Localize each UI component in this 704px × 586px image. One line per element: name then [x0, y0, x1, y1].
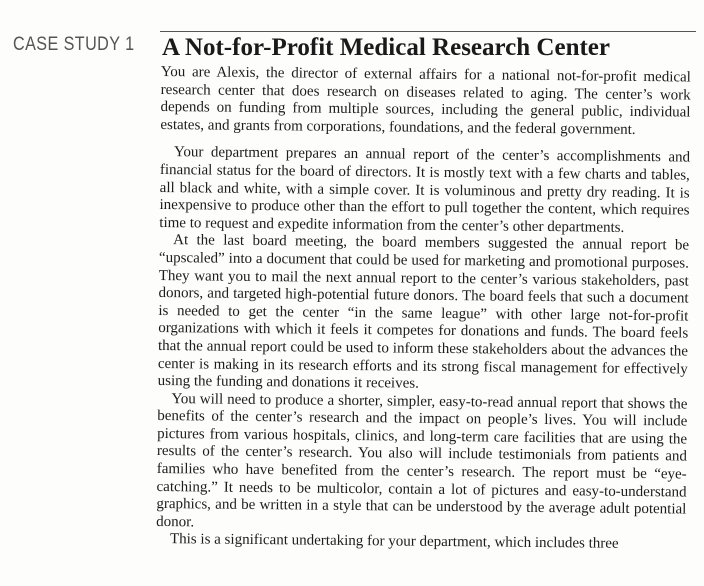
- paragraph-new-report: You will need to produce a shorter, simpler, easy-to-read annual report that shows the benefits of the center’s research and the impact on people’s lives. You will include pictures from various hospitals, clinics, and long-term care facilities that are using the results of the center’s research. You also will include testimonials from patients and families who have benefited from the center’s research. The report must be “eye-catching.” It needs to be multicolor, contain a lot of pictures and easy-to-understand graphics, and be written in a style that can be understood by the average adult potential donor.: [156, 390, 688, 531]
- body-text: [156, 64, 691, 555]
- paragraph-department: Your department prepares an annual report of the center’s accomplishments and financial status for the board of directors. It is mostly text with a few charts and tables, all black and white, with a simple cover. It is voluminous and pretty dry reading. It is inexpensive to produce other than the effort to pull together the content, which requires time to request and expedite information from the center’s other departments.: [159, 144, 691, 236]
- case-study-label: CASE STUDY 1: [13, 34, 135, 55]
- paragraph-board-meeting: At the last board meeting, the board members suggested the annual report be “upscaled” into a document that could be used for marketing and promotional purposes. They want you to mail the next annual report to the center’s various stakeholders, past donors, and targeted high-potential future donors. The board feels that such a document is needed to get the center “in the same league” with other large not-for-profit organizations with which it feels it competes for donations and funds. The board feels that the annual report could be used to inform these stakeholders about the advances the center is making in its research efforts and its strong fiscal management for effectively using the funding and donations it receives.: [157, 232, 690, 392]
- top-rule: [160, 31, 696, 32]
- paragraph-undertaking: This is a significant undertaking for your department, which includes three: [169, 531, 619, 553]
- case-study-title: A Not-for-Profit Medical Research Center: [162, 34, 610, 61]
- paragraph-intro: You are Alexis, the director of external affairs for a national not-for-profit medical research center that does research on diseases related to aging. The center’s work depends on funding from multiple sources, including the general public, individual estates, and grants from corporations, foundations, and the federal government.: [160, 64, 691, 138]
